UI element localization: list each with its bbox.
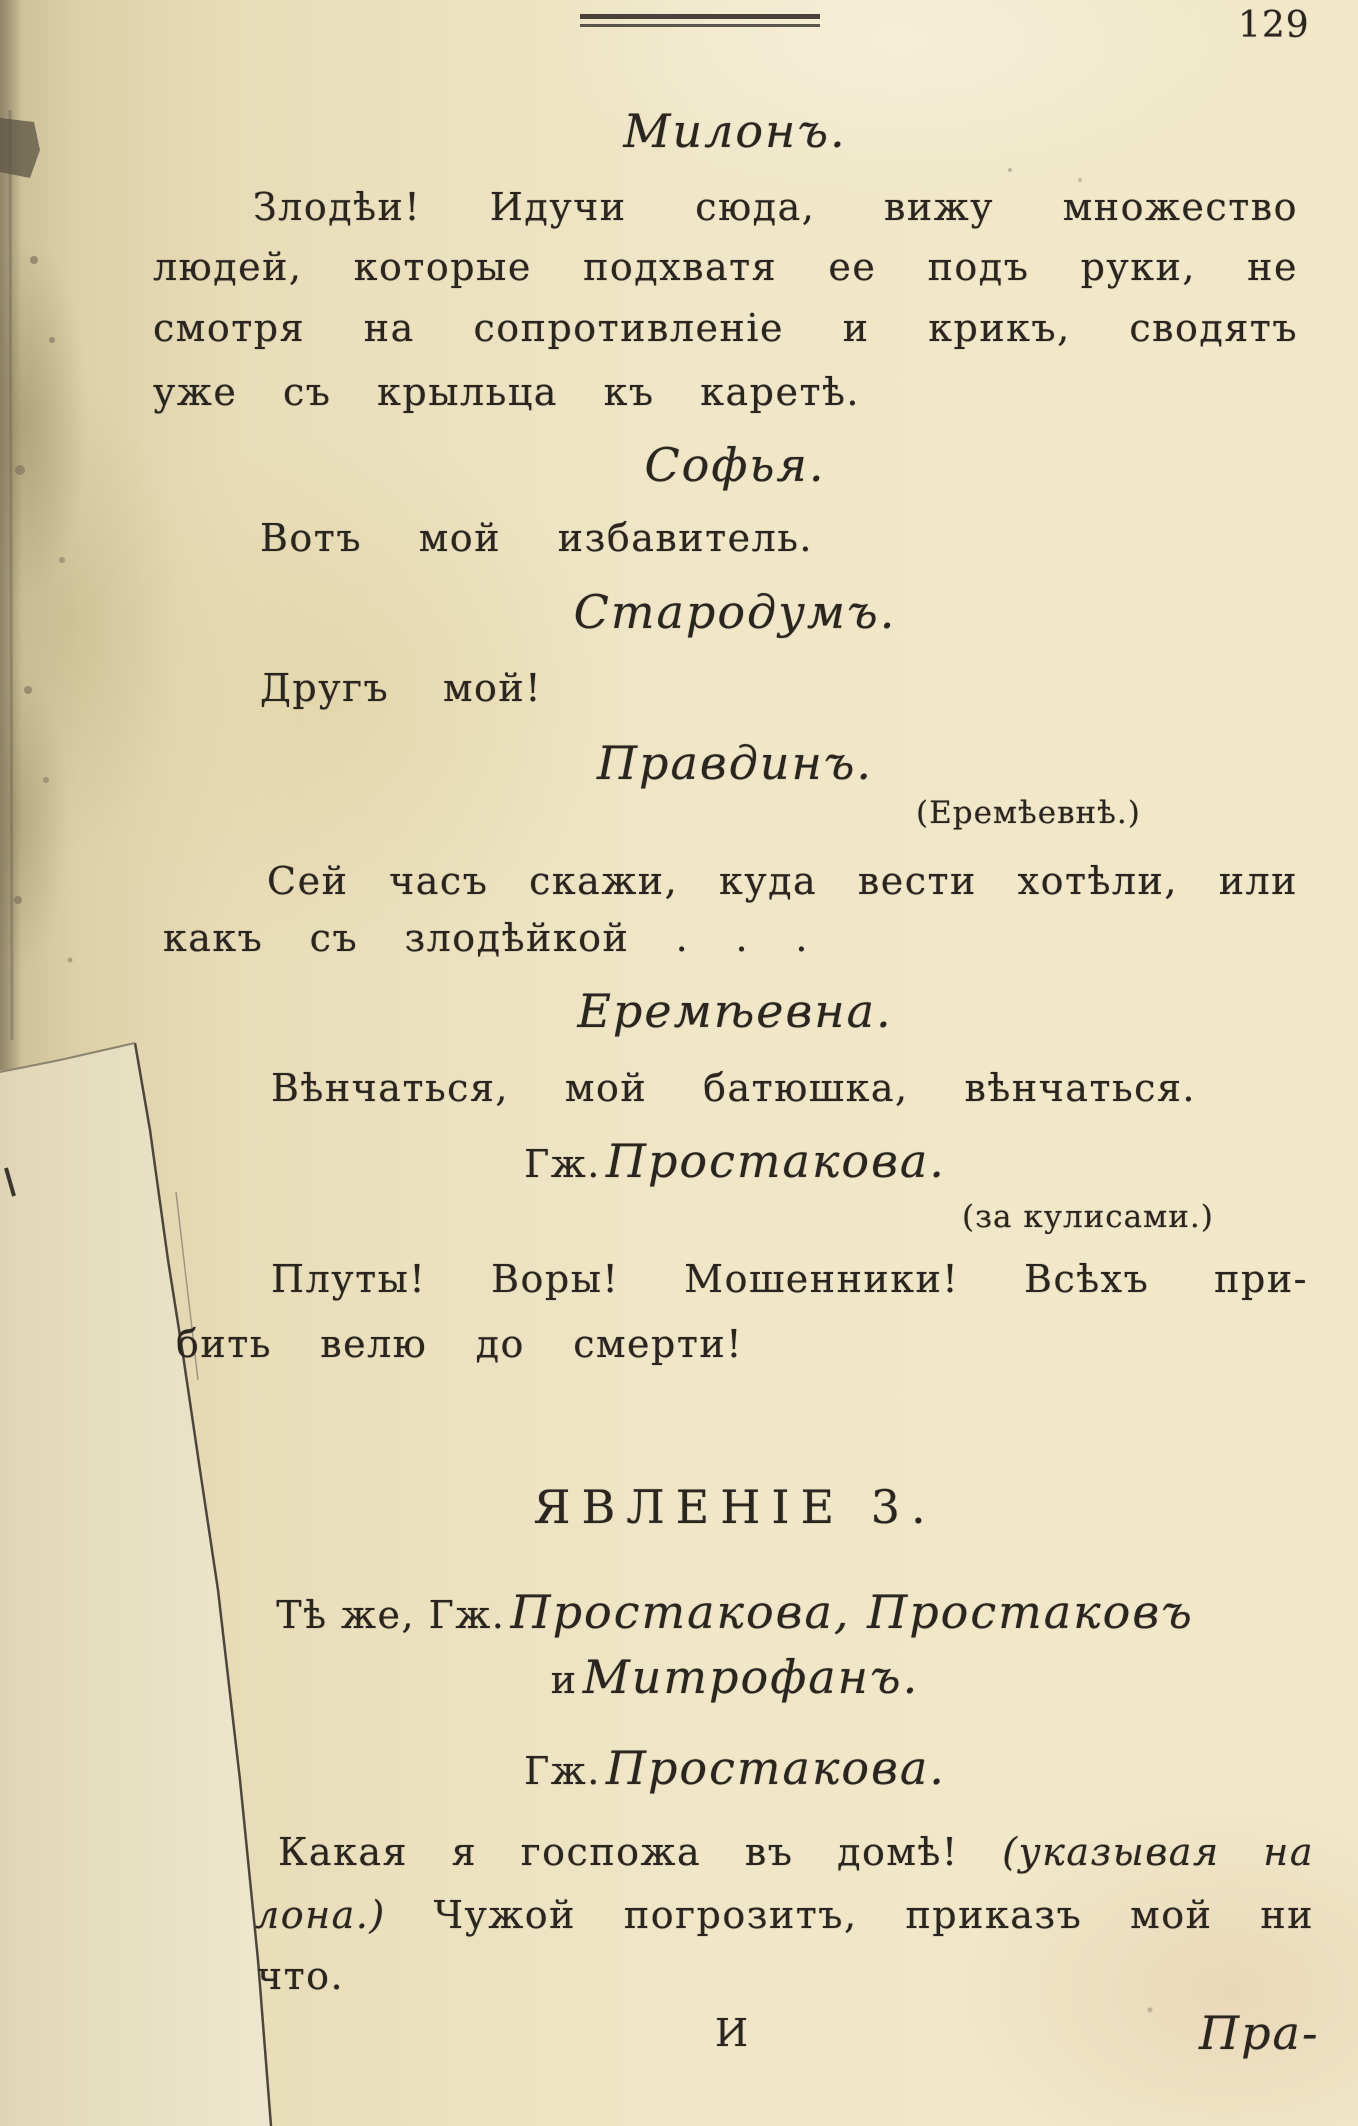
page-edge-streak [10,110,12,1040]
cast-list-plain: и [550,1658,578,1702]
speaker-title: Гж. [524,1142,601,1186]
cast-list-line [163,1649,1307,1716]
paper-stain [0,118,40,178]
speech-line: смотря на сопротивленіе и крикъ, сводятъ [153,306,1298,350]
speaker-name [163,103,1307,170]
speech-line: Вотъ мой избавитель. [260,516,813,560]
speech-line: Сей часъ скажи, куда вести хотѣли, или [267,859,1298,903]
speech-line: Плуты! Воры! Мошенники! Всѣхъ при- [271,1257,1308,1301]
cast-list-line [163,1584,1307,1651]
scene-heading: ЯВЛЕНІЕ 3. [533,1480,937,1534]
speaker-name [163,983,1307,1050]
speaker-name [163,1133,1307,1200]
ornamental-rule [580,14,820,19]
speaker-name [163,437,1307,504]
ornamental-rule-thin [580,24,820,27]
speaker-name-text: Милонъ. [623,104,847,158]
speaker-name-text: Правдинъ. [596,736,874,790]
page-number: 129 [1238,5,1310,46]
speaker-name-text: Простакова. [605,1741,946,1795]
speech-text: Какая я госпожа въ домѣ! [278,1830,959,1874]
speech-line: Злодѣи! Идучи сюда, вижу множество [253,185,1298,229]
speech-line: Другъ мой! [260,666,542,710]
speaker-name-text: Стародумъ. [573,585,897,639]
speaker-name-text: Еремѣевна. [577,984,893,1038]
speech-line [255,1890,1314,1940]
catchword: Пра- [1199,2006,1320,2060]
speaker-title: Гж. [524,1749,601,1793]
speech-line: какъ съ злодѣйкой . . . [163,916,809,960]
speech-line: бить велю до смерти! [176,1322,743,1366]
speaker-name [163,1740,1307,1807]
cast-list-names: Митрофанъ. [582,1650,920,1704]
speech-line: людей, которые подхватя ее подъ руки, не [153,245,1298,289]
speech-line: что. [257,1954,345,1998]
stage-direction: (за кулисами.) [962,1199,1214,1235]
inline-stage-direction: лона.) [255,1893,386,1937]
speech-line: Вѣнчаться, мой батюшка, вѣнчаться. [271,1066,1196,1110]
speaker-name-text: Софья. [644,438,826,492]
speech-text: Чужой погрозитъ, приказъ мой ни [433,1893,1314,1937]
speaker-name-text: Простакова. [605,1134,946,1188]
cast-list-plain: Тѣ же, Гж. [276,1593,506,1637]
speech-line [278,1827,1314,1877]
cast-list-names: Простакова, Простаковъ [510,1585,1194,1639]
speaker-name [163,584,1307,651]
signature-mark: И [715,2011,749,2055]
inline-stage-direction: (указывая на [1002,1830,1314,1874]
speaker-name [163,735,1307,802]
speech-line: уже съ крыльца къ каретѣ. [153,370,860,414]
stage-direction: (Еремѣевнѣ.) [916,795,1141,831]
